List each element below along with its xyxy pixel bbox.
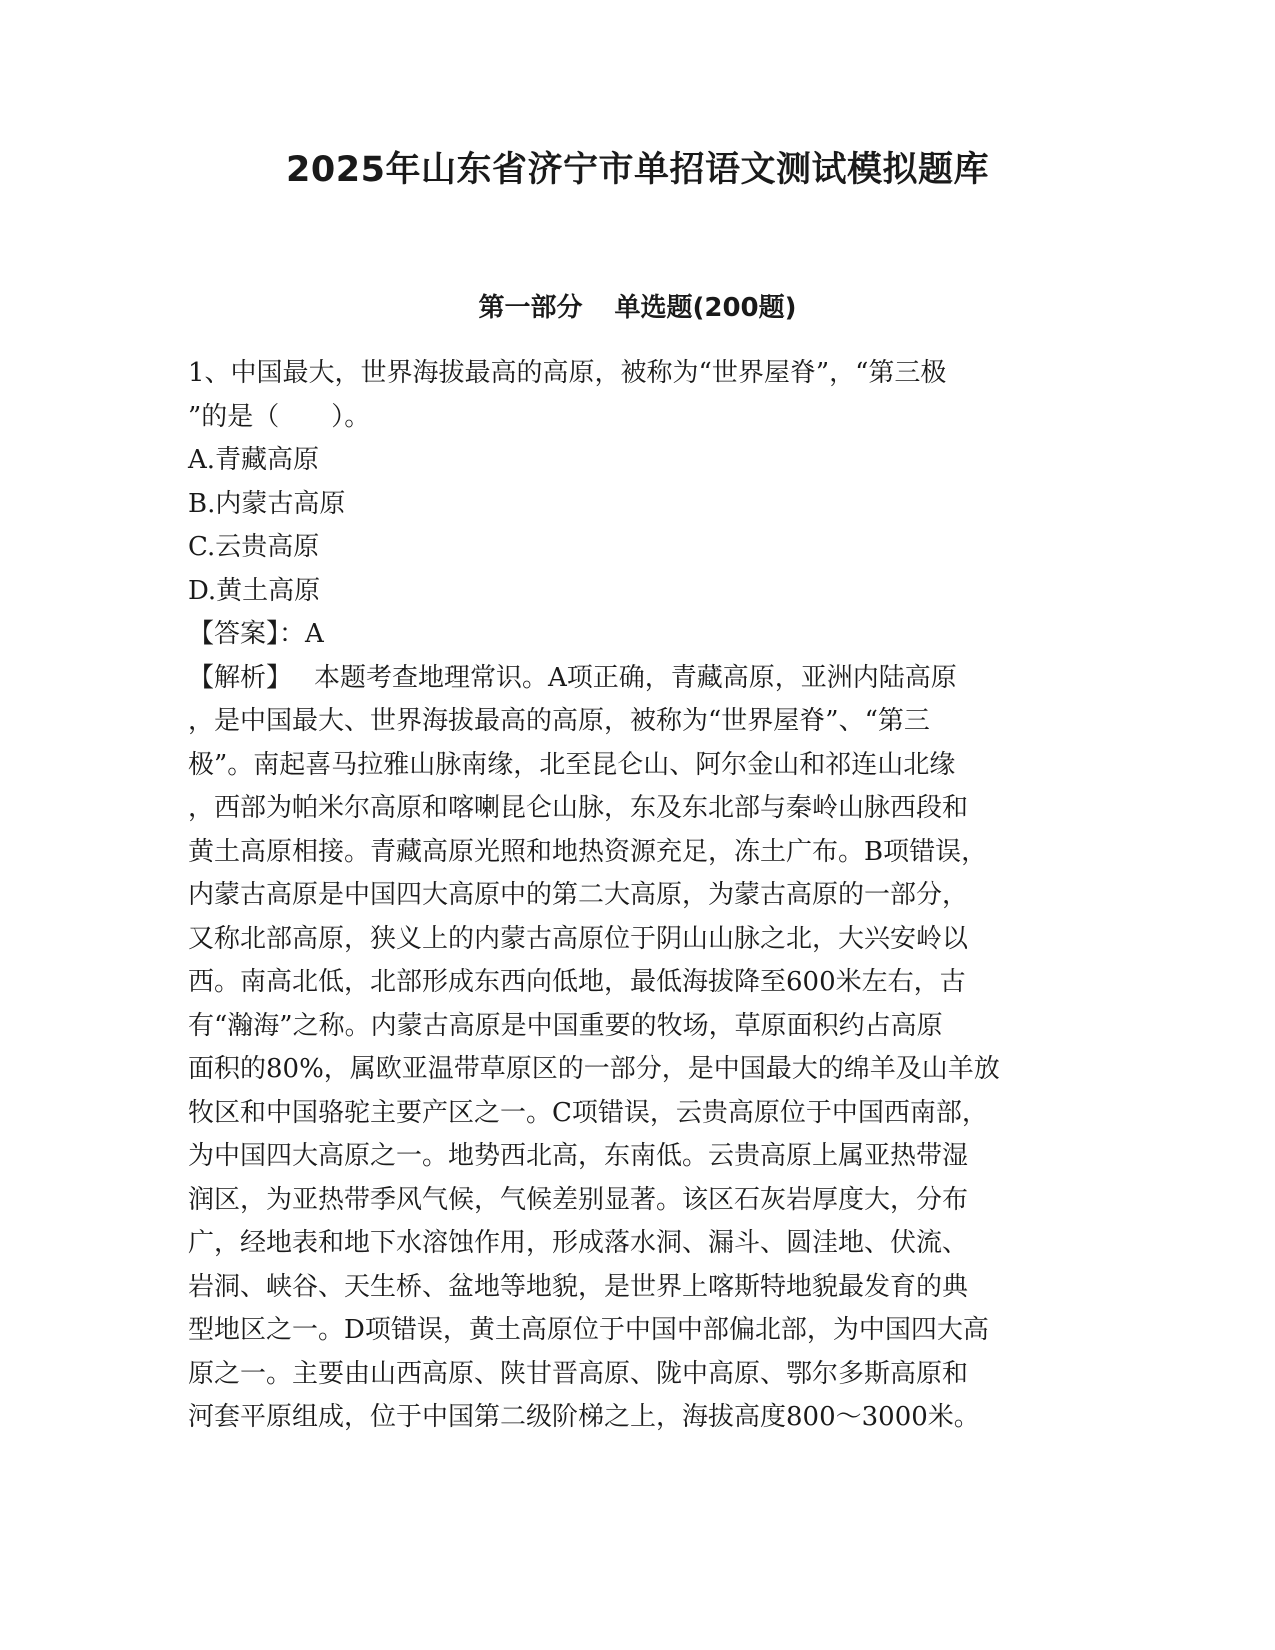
analysis-line: 原之一。主要由山西高原、陕甘晋高原、陇中高原、鄂尔多斯高原和 (188, 1358, 969, 1389)
analysis-line: 又称北部高原，狭义上的内蒙古高原位于阴山山脉之北，大兴安岭以 (188, 923, 969, 954)
analysis-label: 【解析】 (188, 662, 293, 693)
analysis-line: 润区，为亚热带季风气候，气候差别显著。该区石灰岩厚度大，分布 (188, 1184, 969, 1215)
analysis-line: 有“瀚海”之称。内蒙古高原是中国重要的牧场，草原面积约占高原 (188, 1010, 943, 1041)
analysis-line: 黄土高原相接。青藏高原光照和地热资源充足，冻土广布。B项错误， (188, 836, 988, 867)
analysis-text: 本题考查地理常识。A项正确，青藏高原，亚洲内陆高原 (314, 662, 957, 693)
analysis-line: ，西部为帕米尔高原和喀喇昆仑山脉，东及东北部与秦岭山脉西段和 (188, 793, 969, 823)
analysis-line: 为中国四大高原之一。地势西北高，东南低。云贵高原上属亚热带湿 (188, 1141, 969, 1171)
option-a: A.青藏高原 (188, 445, 320, 475)
section-part: 第一部分 (478, 293, 583, 323)
analysis-line: 广，经地表和地下水溶蚀作用，形成落水洞、漏斗、圆洼地、伏流、 (188, 1228, 969, 1258)
document-title: 2025年山东省济宁市单招语文测试模拟题库 (286, 150, 989, 190)
analysis-line: 极”。南起喜马拉雅山脉南缘，北至昆仑山、阿尔金山和祁连山北缘 (188, 749, 956, 780)
question-stem-line-2: ”的是（ ）。 (188, 401, 371, 432)
analysis-line: ，是中国最大、世界海拔最高的高原，被称为“世界屋脊”、“第三 (188, 706, 930, 736)
option-b: B.内蒙古高原 (188, 488, 346, 519)
analysis-line: 牧区和中国骆驼主要产区之一。C项错误，云贵高原位于中国西南部， (188, 1097, 988, 1128)
option-c: C.云贵高原 (188, 532, 320, 562)
analysis-line-1 (188, 657, 1088, 701)
answer-line: 【答案】：A (188, 619, 324, 649)
analysis-line: 岩洞、峡谷、天生桥、盆地等地貌，是世界上喀斯特地貌最发育的典 (188, 1271, 969, 1302)
option-d: D.黄土高原 (188, 575, 321, 606)
analysis-line: 西。南高北低，北部形成东西向低地，最低海拔降至600米左右，古 (188, 967, 966, 997)
section-heading (0, 290, 1275, 326)
analysis-line: 河套平原组成，位于中国第二级阶梯之上，海拔高度800～3000米。 (188, 1402, 980, 1432)
section-name: 单选题(200题) (614, 293, 797, 323)
question-block (188, 352, 1088, 1440)
analysis-line: 面积的80%，属欧亚温带草原区的一部分，是中国最大的绵羊及山羊放 (188, 1054, 1000, 1084)
question-stem-line-1: 1、中国最大，世界海拔最高的高原，被称为“世界屋脊”，“第三极 (188, 358, 947, 388)
analysis-line: 型地区之一。D项错误，黄土高原位于中国中部偏北部，为中国四大高 (188, 1315, 989, 1345)
analysis-line: 内蒙古高原是中国四大高原中的第二大高原，为蒙古高原的一部分， (188, 880, 969, 910)
